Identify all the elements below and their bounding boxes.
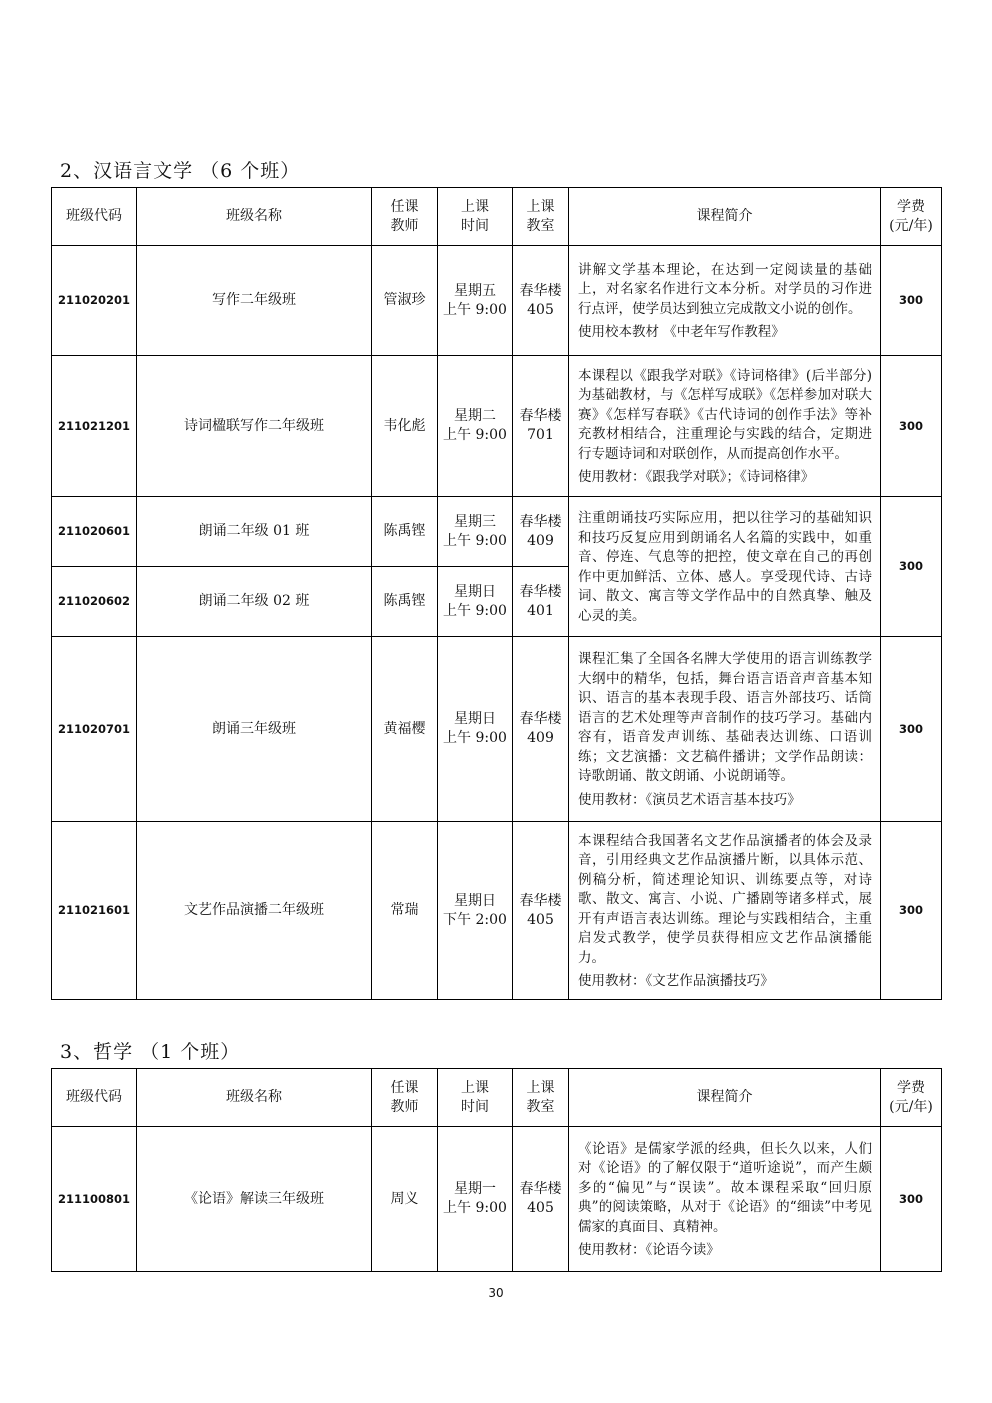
- textbook: 使用教材：《跟我学对联》；《诗词格律》: [578, 469, 815, 485]
- teacher: 韦化彪: [372, 356, 438, 497]
- schedule: 星期三 上午 9:00: [438, 497, 513, 567]
- section-title-chinese-literature: 2、汉语言文学 （6 个班）: [60, 160, 301, 182]
- header-fee: 学费 (元/年): [881, 188, 942, 246]
- teacher: 常瑞: [372, 822, 438, 1000]
- description-text: 《论语》是儒家学派的经典，但长久以来，人们对《论语》的了解仅限于“道听途说”，而产生颇多的“偏见”与“误读”。故本课程采取“回归原典”的阅读策略，从对于《论语》的“细读”中考见儒家的真面目、真精神。: [578, 1140, 872, 1235]
- class-name: 文艺作品演播二年级班: [137, 822, 372, 1000]
- classroom: 春华楼 405: [513, 1127, 569, 1272]
- class-code: 211020601: [52, 497, 137, 567]
- table-row: [52, 497, 942, 567]
- page-number: 30: [488, 1286, 504, 1300]
- textbook: 使用校本教材 《中老年写作教程》: [578, 324, 785, 340]
- class-name: 《论语》解读三年级班: [137, 1127, 372, 1272]
- textbook: 使用教材：《演员艺术语言基本技巧》: [578, 791, 801, 808]
- schedule: 星期日 上午 9:00: [438, 637, 513, 822]
- header-description: 课程简介: [569, 188, 881, 246]
- section-title-philosophy: 3、哲学 （1 个班）: [60, 1041, 241, 1063]
- description-text: 注重朗诵技巧实际应用，把以往学习的基础知识和技巧反复应用到朗诵名人名篇的实践中，如重音、停连、气息等的把控，使文章在自己的再创作中更加鲜活、立体、感人。享受现代诗、古诗词、散文、寓言等文学作品中的自然真挚、触及心灵的美。: [578, 510, 872, 624]
- teacher: 周义: [372, 1127, 438, 1272]
- course-description: [569, 497, 881, 637]
- header-fee: 学费 (元/年): [881, 1069, 942, 1127]
- header-code: 班级代码: [52, 188, 137, 246]
- class-name: 诗词楹联写作二年级班: [137, 356, 372, 497]
- class-code: 211020602: [52, 567, 137, 637]
- schedule: 星期五 上午 9:00: [438, 246, 513, 356]
- class-name: 朗诵三年级班: [137, 637, 372, 822]
- fee: 300: [881, 637, 942, 822]
- course-description: [569, 1127, 881, 1272]
- header-name: 班级名称: [137, 1069, 372, 1127]
- class-name: 写作二年级班: [137, 246, 372, 356]
- table-row: [52, 637, 942, 822]
- classroom: 春华楼 405: [513, 246, 569, 356]
- header-teacher: 任课 教师: [372, 188, 438, 246]
- schedule: 星期日 上午 9:00: [438, 567, 513, 637]
- classroom: 春华楼 409: [513, 497, 569, 567]
- header-room: 上课 教室: [513, 188, 569, 246]
- class-code: 211021601: [52, 822, 137, 1000]
- description-text: 本课程以《跟我学对联》《诗词格律》(后半部分)为基础教材，与《怎样写成联》《怎样参加对联大赛》《怎样写春联》《古代诗词的创作手法》等补充教材相结合，注重理论与实践的结合，定期进行专题诗词和对联创作，从而提高创作水平。: [578, 367, 872, 462]
- table-row: [52, 246, 942, 356]
- fee: 300: [881, 497, 942, 637]
- class-name: 朗诵二年级 01 班: [137, 497, 372, 567]
- table-row: [52, 356, 942, 497]
- class-code: 211020201: [52, 246, 137, 356]
- fee: 300: [881, 246, 942, 356]
- table-row: [52, 822, 942, 1000]
- class-code: 211021201: [52, 356, 137, 497]
- course-description: [569, 637, 881, 822]
- schedule: 星期二 上午 9:00: [438, 356, 513, 497]
- teacher: 管淑珍: [372, 246, 438, 356]
- description-text: 讲解文学基本理论，在达到一定阅读量的基础上，对名家名作进行文本分析。对学员的习作进行点评，使学员达到独立完成散文小说的创作。: [578, 261, 872, 317]
- schedule: 星期日 下午 2:00: [438, 822, 513, 1000]
- textbook: 使用教材：《论语今读》: [578, 1242, 720, 1258]
- course-description: [569, 356, 881, 497]
- course-description: [569, 246, 881, 356]
- header-code: 班级代码: [52, 1069, 137, 1127]
- classroom: 春华楼 701: [513, 356, 569, 497]
- course-description: [569, 822, 881, 1000]
- classroom: 春华楼 409: [513, 637, 569, 822]
- teacher: 陈禹铿: [372, 497, 438, 567]
- course-table-chinese-literature: [51, 187, 942, 1000]
- fee: 300: [881, 1127, 942, 1272]
- header-teacher: 任课 教师: [372, 1069, 438, 1127]
- header-name: 班级名称: [137, 188, 372, 246]
- classroom: 春华楼 401: [513, 567, 569, 637]
- description-text: 本课程结合我国著名文艺作品演播者的体会及录音，引用经典文艺作品演播片断，以具体示范、例稿分析，简述理论知识、训练要点等，对诗歌、散文、寓言、小说、广播剧等诸多样式，展开有声语言表达训练。理论与实践相结合，主重启发式教学，使学员获得相应文艺作品演播能力。: [578, 832, 872, 966]
- textbook: 使用教材：《文艺作品演播技巧》: [578, 973, 774, 989]
- header-time: 上课 时间: [438, 188, 513, 246]
- header-time: 上课 时间: [438, 1069, 513, 1127]
- table-row: [52, 1127, 942, 1272]
- header-room: 上课 教室: [513, 1069, 569, 1127]
- table-header-row: [52, 188, 942, 246]
- teacher: 黄福樱: [372, 637, 438, 822]
- table-header-row: [52, 1069, 942, 1127]
- class-code: 211100801: [52, 1127, 137, 1272]
- schedule: 星期一 上午 9:00: [438, 1127, 513, 1272]
- fee: 300: [881, 822, 942, 1000]
- teacher: 陈禹铿: [372, 567, 438, 637]
- class-code: 211020701: [52, 637, 137, 822]
- description-text: 课程汇集了全国各名牌大学使用的语言训练教学大纲中的精华，包括，舞台语言语音声音基本知识、语言的基本表现手段、语言外部技巧、话筒语言的艺术处理等声音制作的技巧学习。基础内容有，语音发声训练、基础表达训练、口语训练；文艺演播：文艺稿件播讲；文学作品朗读：诗歌朗诵、散文朗诵、小说朗诵等。: [578, 651, 872, 784]
- class-name: 朗诵二年级 02 班: [137, 567, 372, 637]
- classroom: 春华楼 405: [513, 822, 569, 1000]
- course-table-philosophy: [51, 1068, 942, 1272]
- fee: 300: [881, 356, 942, 497]
- header-description: 课程简介: [569, 1069, 881, 1127]
